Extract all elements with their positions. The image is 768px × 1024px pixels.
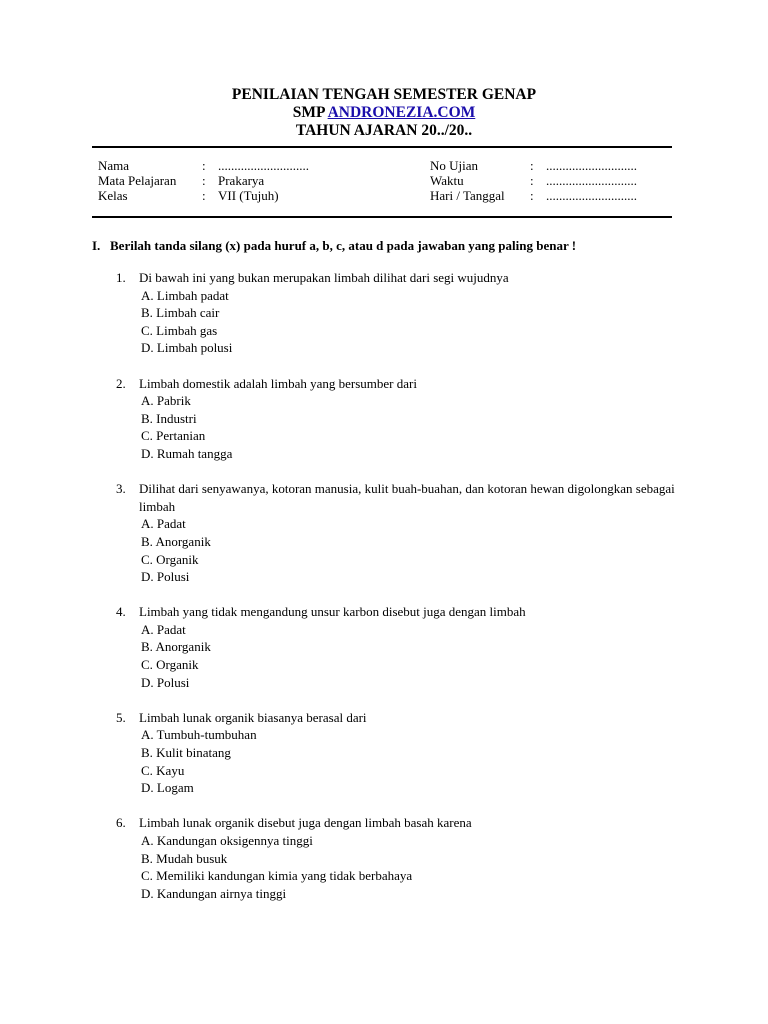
identity-value: Prakarya — [218, 173, 265, 188]
section-number: I. — [92, 238, 101, 253]
question-line — [116, 814, 676, 832]
answer-option[interactable]: C. Organik — [141, 657, 199, 673]
question-number: 5. — [116, 709, 126, 725]
identity-value: ............................ — [546, 188, 637, 203]
question-text: Limbah domestik adalah limbah yang bersumber dari — [139, 375, 417, 391]
exam-title-block — [0, 86, 768, 140]
section-instruction-text: Berilah tanda silang (x) pada huruf a, b, c, atau d pada jawaban yang paling benar ! — [110, 238, 577, 253]
header-divider-bottom — [92, 216, 672, 218]
answer-option[interactable]: D. Polusi — [141, 674, 190, 690]
answer-options — [141, 726, 676, 796]
school-name — [0, 104, 768, 122]
answer-option[interactable]: D. Kandungan airnya tinggi — [141, 885, 287, 901]
identity-label: No Ujian — [430, 158, 479, 173]
identity-colon: : — [202, 173, 206, 188]
question-line — [116, 269, 676, 287]
question-item — [116, 269, 676, 357]
question-number: 6. — [116, 815, 126, 831]
question-item — [116, 375, 676, 463]
question-line — [116, 603, 676, 621]
identity-value: ............................ — [546, 173, 637, 188]
identity-row — [98, 188, 668, 203]
identity-label: Hari / Tanggal — [430, 188, 505, 203]
school-prefix: SMP — [292, 104, 328, 121]
identity-colon: : — [202, 188, 206, 203]
identity-label: Nama — [98, 158, 130, 173]
identity-value: ............................ — [546, 158, 637, 173]
question-item — [116, 709, 676, 797]
question-text: Limbah lunak organik disebut juga dengan limbah basah karena — [139, 815, 472, 831]
question-list — [116, 269, 676, 920]
identity-label: Waktu — [430, 173, 464, 188]
question-line — [116, 375, 676, 393]
answer-options — [141, 392, 676, 462]
answer-option[interactable]: A. Padat — [141, 621, 186, 637]
identity-label: Kelas — [98, 188, 128, 203]
question-text: Limbah yang tidak mengandung unsur karbon disebut juga dengan limbah — [139, 604, 526, 620]
identity-colon: : — [530, 158, 534, 173]
question-item — [116, 603, 676, 691]
answer-option[interactable]: A. Pabrik — [141, 393, 191, 409]
answer-option[interactable]: B. Mudah busuk — [141, 850, 228, 866]
exam-title: PENILAIAN TENGAH SEMESTER GENAP — [231, 86, 537, 103]
identity-colon: : — [530, 188, 534, 203]
answer-option[interactable]: D. Limbah polusi — [141, 340, 233, 356]
question-text: Limbah lunak organik biasanya berasal dari — [139, 709, 367, 725]
question-text: Dilihat dari senyawanya, kotoran manusia, kulit buah-buahan, dan kotoran hewan digolongkan sebagai limbah — [139, 481, 675, 514]
answer-option[interactable]: C. Memiliki kandungan kimia yang tidak berbahaya — [141, 868, 413, 884]
question-item — [116, 814, 676, 902]
identity-label: Mata Pelajaran — [98, 173, 177, 188]
question-number: 1. — [116, 270, 126, 285]
answer-option[interactable]: B. Anorganik — [141, 639, 211, 655]
answer-option[interactable]: A. Kandungan oksigennya tinggi — [141, 833, 313, 848]
answer-option[interactable]: A. Limbah padat — [141, 287, 229, 303]
identity-row — [98, 158, 668, 173]
answer-option[interactable]: C. Kayu — [141, 762, 185, 778]
school-link[interactable]: ANDRONEZIA.COM — [327, 104, 476, 121]
header-divider-top — [92, 146, 672, 148]
answer-options — [141, 832, 676, 902]
answer-options — [141, 287, 676, 357]
answer-option[interactable]: C. Pertanian — [141, 428, 206, 444]
answer-option[interactable]: D. Polusi — [141, 569, 190, 585]
answer-option[interactable]: A. Padat — [141, 516, 186, 532]
question-number: 2. — [116, 375, 126, 391]
answer-option[interactable]: D. Rumah tangga — [141, 445, 233, 461]
answer-option[interactable]: D. Logam — [141, 780, 194, 796]
section-instruction — [92, 238, 576, 254]
answer-option[interactable]: C. Organik — [141, 551, 199, 567]
question-number: 3. — [116, 481, 126, 497]
academic-year: TAHUN AJARAN 20../20.. — [295, 122, 473, 139]
identity-value: VII (Tujuh) — [218, 188, 279, 203]
question-item — [116, 480, 676, 586]
answer-option[interactable]: A. Tumbuh-tumbuhan — [141, 727, 257, 743]
identity-row — [98, 173, 668, 188]
identity-colon: : — [202, 158, 206, 173]
identity-value: ............................ — [218, 158, 309, 173]
identity-colon: : — [530, 173, 534, 188]
answer-option[interactable]: C. Limbah gas — [141, 322, 218, 338]
answer-options — [141, 515, 676, 585]
answer-options — [141, 621, 676, 691]
answer-option[interactable]: B. Anorganik — [141, 533, 211, 549]
question-text: Di bawah ini yang bukan merupakan limbah dilihat dari segi wujudnya — [139, 270, 509, 285]
question-number: 4. — [116, 604, 126, 620]
answer-option[interactable]: B. Limbah cair — [141, 305, 220, 321]
question-line — [116, 709, 676, 727]
answer-option[interactable]: B. Kulit binatang — [141, 745, 231, 761]
student-identity-table — [98, 158, 668, 203]
answer-option[interactable]: B. Industri — [141, 410, 197, 426]
question-line — [116, 480, 676, 515]
